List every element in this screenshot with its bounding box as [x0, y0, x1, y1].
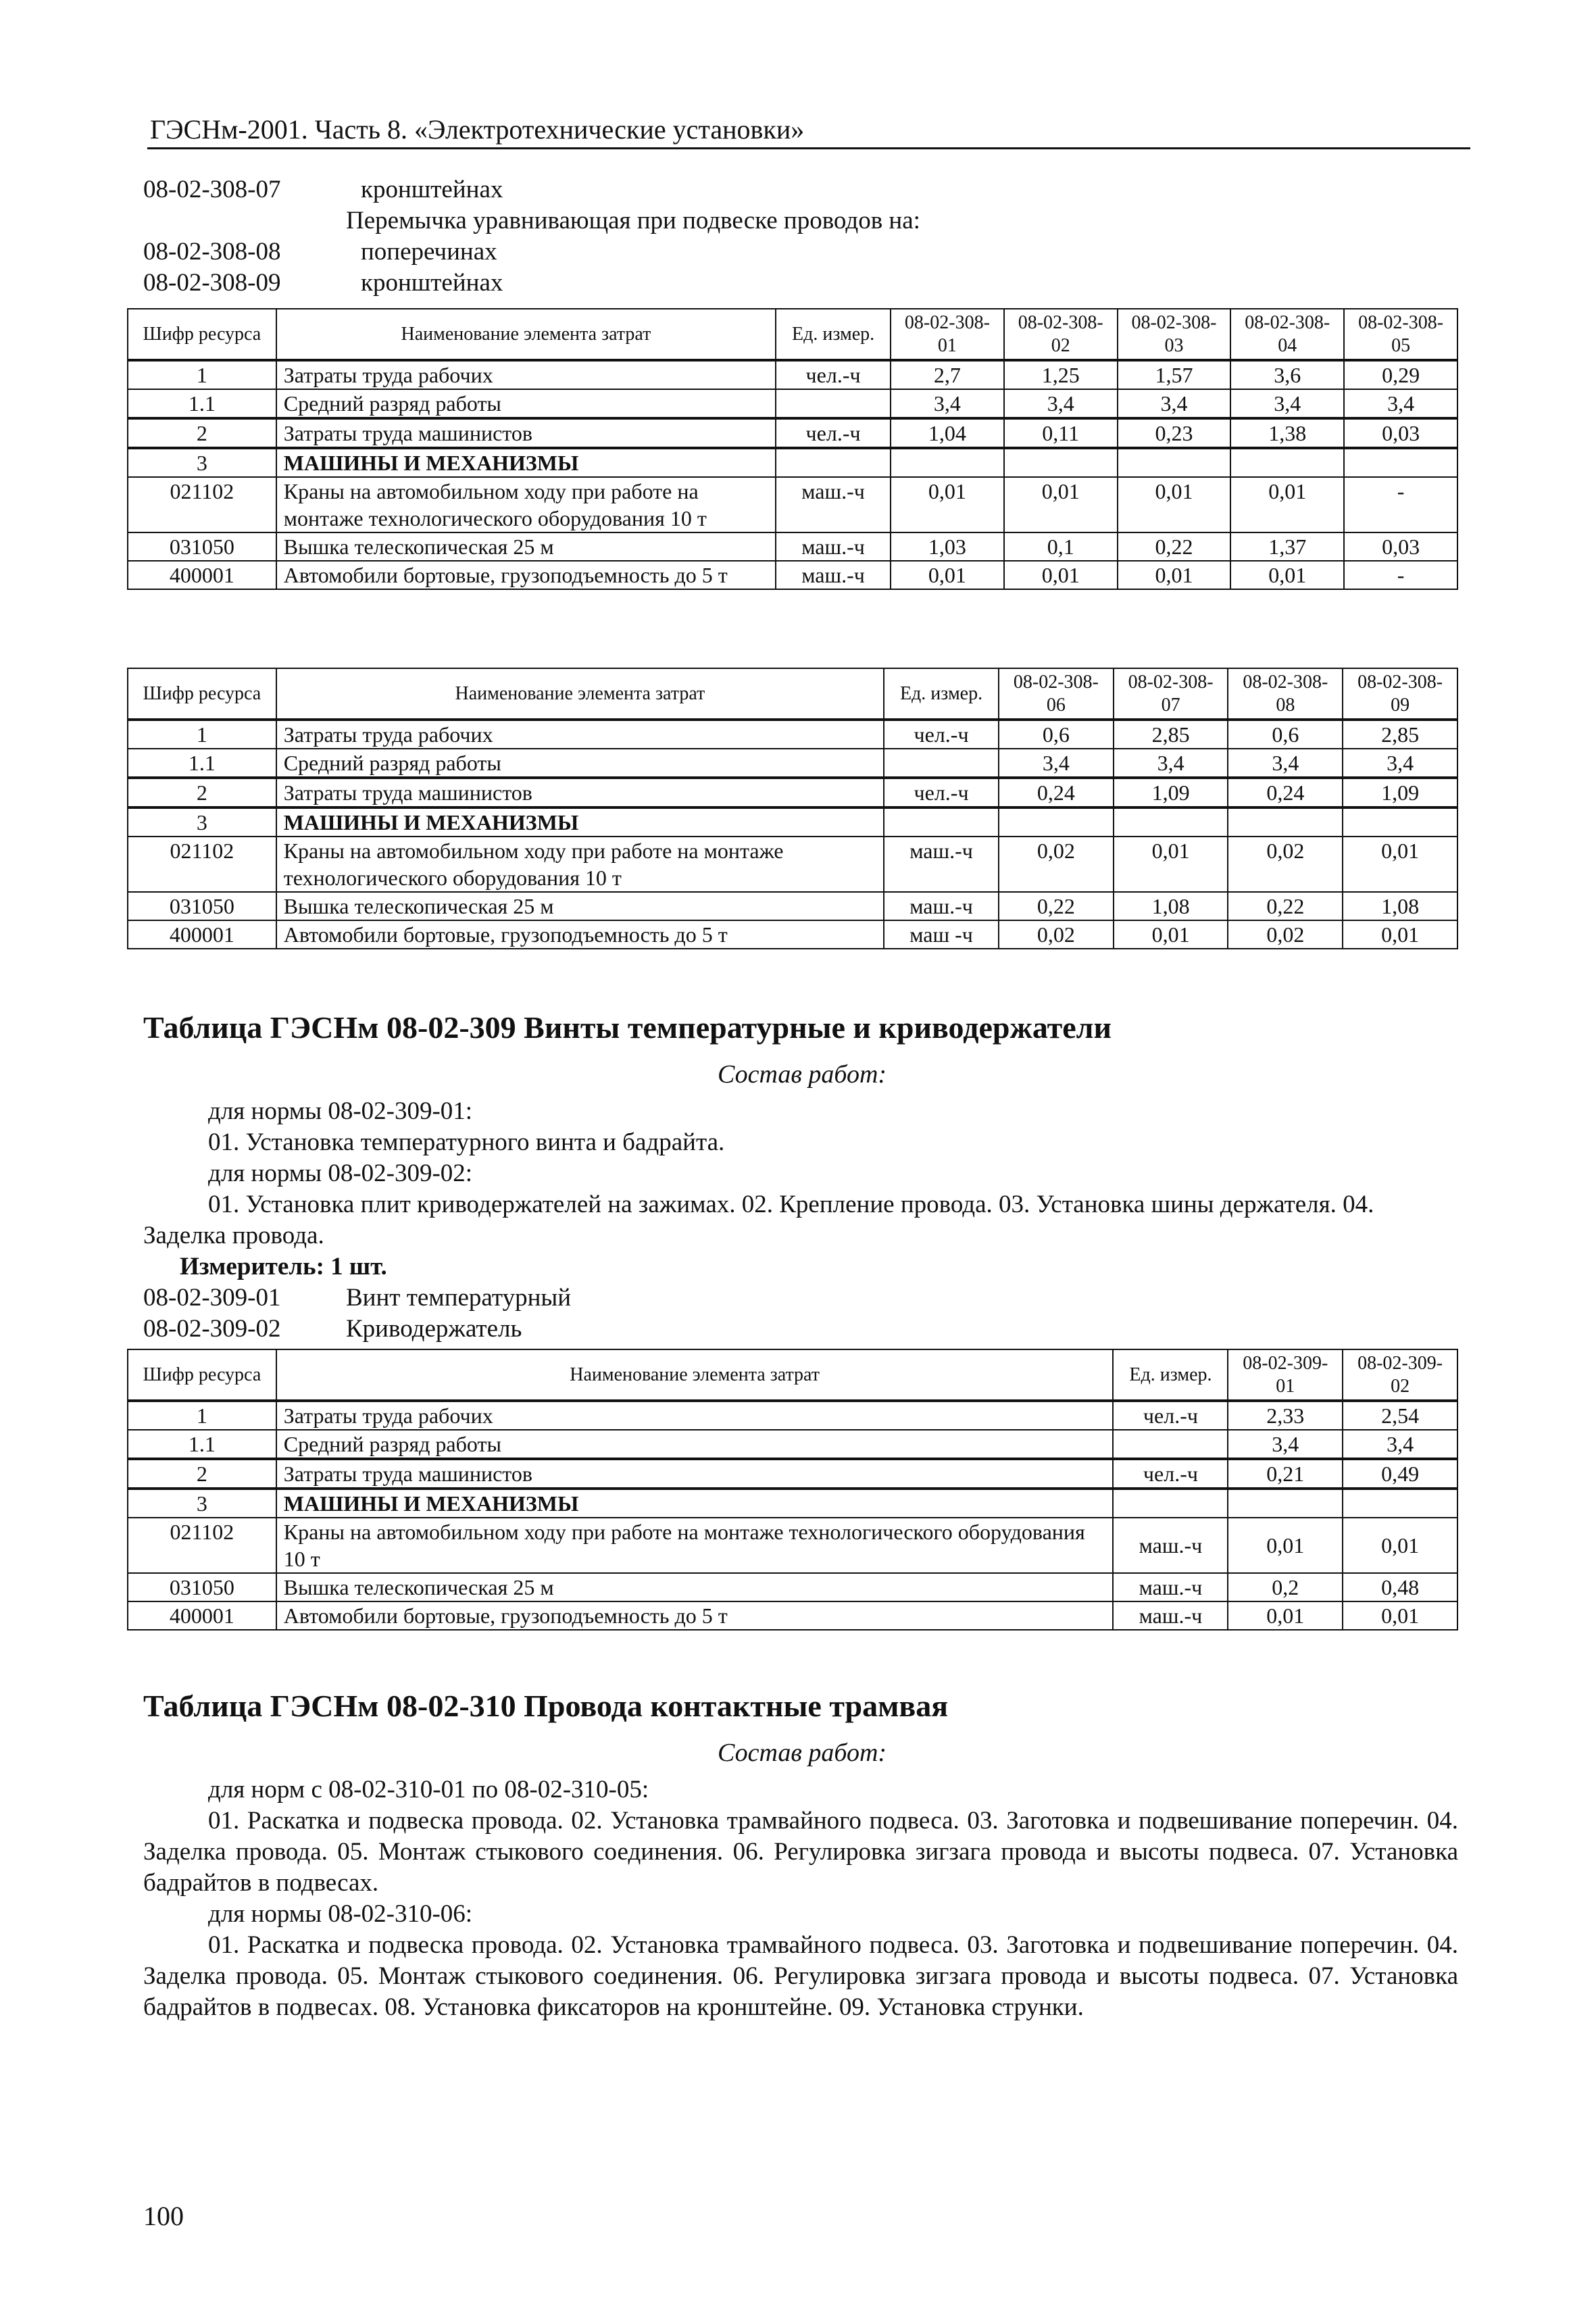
cell-code: 3	[128, 807, 276, 837]
cell-unit: маш.-ч	[1113, 1573, 1228, 1601]
cell-code: 2	[128, 778, 276, 807]
section-subtitle-310: Состав работ:	[718, 1739, 887, 1767]
cell-name: Автомобили бортовые, грузоподъемность до 5 т	[276, 561, 776, 589]
cell-value: 0,1	[1004, 532, 1118, 561]
cell-code: 2	[128, 418, 276, 448]
cell-value: 0,02	[1228, 837, 1343, 892]
cell-value	[1343, 807, 1457, 837]
cell-value: 2,85	[1343, 720, 1457, 749]
col-header-norm: 08-02-309-01	[1228, 1349, 1343, 1401]
cell-value	[1228, 807, 1343, 837]
table-row	[128, 837, 1457, 892]
cell-unit: маш.-ч	[1113, 1518, 1228, 1573]
cell-value: 3,4	[1343, 1430, 1457, 1459]
cell-code: 400001	[128, 920, 276, 949]
cell-value: 0,01	[1118, 561, 1231, 589]
cell-unit: чел.-ч	[776, 418, 891, 448]
cell-value: 3,6	[1230, 360, 1344, 389]
cell-value: 0,01	[1343, 1601, 1457, 1630]
cell-value: 0,01	[1004, 561, 1118, 589]
cell-code: 1.1	[128, 389, 276, 418]
cell-unit	[884, 749, 999, 778]
table-row	[128, 448, 1457, 477]
col-header-norm: 08-02-308-03	[1118, 309, 1231, 360]
cell-value: 1,09	[1343, 778, 1457, 807]
cell-value: 1,08	[1114, 892, 1228, 920]
intro-line	[143, 174, 920, 205]
cell-name: Средний разряд работы	[276, 1430, 1114, 1459]
cell-value: 3,4	[1004, 389, 1118, 418]
col-header-unit: Ед. измер.	[1113, 1349, 1228, 1401]
cell-code: 1.1	[128, 1430, 276, 1459]
col-header-name: Наименование элемента затрат	[276, 1349, 1114, 1401]
col-header-unit: Ед. измер.	[884, 668, 999, 720]
cell-name: Затраты труда рабочих	[276, 720, 884, 749]
intro-code: 08-02-308-09	[143, 269, 281, 297]
intro-line	[143, 205, 920, 237]
cell-code: 021102	[128, 1518, 276, 1573]
col-header-norm: 08-02-308-01	[891, 309, 1004, 360]
cell-value: 3,4	[999, 749, 1114, 778]
cell-value	[1230, 448, 1344, 477]
cell-value: 0,01	[891, 477, 1004, 532]
cell-value: 1,38	[1230, 418, 1344, 448]
cell-unit: чел.-ч	[884, 720, 999, 749]
cell-value: 0,22	[1228, 892, 1343, 920]
cell-value	[891, 448, 1004, 477]
cell-unit: чел.-ч	[776, 360, 891, 389]
cell-unit	[776, 448, 891, 477]
cell-value: 0,24	[999, 778, 1114, 807]
cell-value: 3,4	[1230, 389, 1344, 418]
cell-value: 0,03	[1344, 532, 1457, 561]
cell-unit: маш.-ч	[1113, 1601, 1228, 1630]
cell-unit: маш.-ч	[776, 532, 891, 561]
cell-name: Затраты труда рабочих	[276, 1401, 1114, 1430]
intro-text: кронштейнах	[361, 269, 503, 297]
cell-value: 2,85	[1114, 720, 1228, 749]
cell-value: 0,01	[1228, 1601, 1343, 1630]
norm-text: 01. Установка плит криводержателей на зажимах. 02. Крепление провода. 03. Установка шины держателя. 04. Заделка провода.	[143, 1191, 1374, 1249]
cell-value: 2,54	[1343, 1401, 1457, 1430]
cell-unit: чел.-ч	[884, 778, 999, 807]
cell-value: 0,6	[999, 720, 1114, 749]
cell-value: 3,4	[1344, 389, 1457, 418]
resource-table-308-1	[127, 308, 1458, 590]
cell-name: Вышка телескопическая 25 м	[276, 532, 776, 561]
table-row	[128, 749, 1457, 778]
cell-value: 2,33	[1228, 1401, 1343, 1430]
table-row	[128, 477, 1457, 532]
cell-value: 0,01	[1343, 920, 1457, 949]
intro-code: 08-02-308-08	[143, 238, 281, 266]
norm-label: для нормы 08-02-309-01:	[208, 1097, 473, 1125]
table-header-row	[128, 309, 1457, 360]
cell-value: 3,4	[1343, 749, 1457, 778]
col-header-name: Наименование элемента затрат	[276, 309, 776, 360]
cell-unit: маш.-ч	[776, 477, 891, 532]
cell-value: 0,01	[1343, 837, 1457, 892]
cell-section-heading: МАШИНЫ И МЕХАНИЗМЫ	[276, 1489, 1114, 1518]
cell-value: 0,02	[1228, 920, 1343, 949]
cell-value	[1228, 1489, 1343, 1518]
cell-value: 3,4	[1228, 1430, 1343, 1459]
table-header-row	[128, 668, 1457, 720]
section-title-309: Таблица ГЭСНм 08-02-309 Винты температурные и криводержатели	[143, 1010, 1112, 1045]
cell-value: 3,4	[1228, 749, 1343, 778]
cell-value: 0,01	[1343, 1518, 1457, 1573]
cell-value: 0,21	[1228, 1459, 1343, 1489]
cell-name: Краны на автомобильном ходу при работе на монтаже технологического оборудования 10 т	[276, 1518, 1114, 1573]
norm-label: для норм с 08-02-310-01 по 08-02-310-05:	[208, 1776, 649, 1803]
table-row	[128, 720, 1457, 749]
cell-value: 0,49	[1343, 1459, 1457, 1489]
cell-value: 0,6	[1228, 720, 1343, 749]
cell-value: 1,25	[1004, 360, 1118, 389]
cell-code: 1	[128, 1401, 276, 1430]
section-subtitle-309: Состав работ:	[718, 1060, 887, 1089]
page-number: 100	[143, 2201, 184, 2231]
cell-unit: маш.-ч	[884, 892, 999, 920]
cell-name: Затраты труда машинистов	[276, 418, 776, 448]
cell-unit	[1113, 1489, 1228, 1518]
cell-unit: маш.-ч	[776, 561, 891, 589]
cell-value: 0,01	[1230, 561, 1344, 589]
table-row	[128, 532, 1457, 561]
table-row	[128, 1518, 1457, 1573]
cell-value: 1,03	[891, 532, 1004, 561]
norm-code: 08-02-309-01	[143, 1284, 281, 1312]
cell-value	[1343, 1489, 1457, 1518]
intro-list	[143, 174, 920, 299]
cell-value: 1,04	[891, 418, 1004, 448]
cell-name: Средний разряд работы	[276, 749, 884, 778]
norm-code: 08-02-309-02	[143, 1315, 281, 1343]
section-body-309	[143, 1096, 1458, 1345]
cell-value	[999, 807, 1114, 837]
cell-value: 0,01	[1114, 837, 1228, 892]
cell-value	[1118, 448, 1231, 477]
norm-item	[143, 1314, 1458, 1345]
cell-value: 1,08	[1343, 892, 1457, 920]
norm-text: 01. Установка температурного винта и бадрайта.	[208, 1128, 725, 1156]
cell-value	[1344, 448, 1457, 477]
cell-section-heading: МАШИНЫ И МЕХАНИЗМЫ	[276, 448, 776, 477]
cell-name: Затраты труда рабочих	[276, 360, 776, 389]
col-header-norm: 08-02-308-05	[1344, 309, 1457, 360]
col-header-norm: 08-02-308-09	[1343, 668, 1457, 720]
norm-item-text: Винт температурный	[346, 1284, 572, 1312]
cell-code: 1.1	[128, 749, 276, 778]
cell-name: Краны на автомобильном ходу при работе на монтаже технологического оборудования 10 т	[276, 477, 776, 532]
cell-value: 0,01	[1230, 477, 1344, 532]
col-header-norm: 08-02-308-02	[1004, 309, 1118, 360]
col-header-norm: 08-02-308-08	[1228, 668, 1343, 720]
cell-code: 031050	[128, 892, 276, 920]
table-row	[128, 1430, 1457, 1459]
cell-value: 0,01	[1228, 1518, 1343, 1573]
cell-code: 400001	[128, 1601, 276, 1630]
cell-value: 1,57	[1118, 360, 1231, 389]
cell-code: 2	[128, 1459, 276, 1489]
cell-unit	[884, 807, 999, 837]
cell-unit: маш -ч	[884, 920, 999, 949]
cell-name: Автомобили бортовые, грузоподъемность до 5 т	[276, 920, 884, 949]
intro-text: Перемычка уравнивающая при подвеске проводов на:	[346, 207, 920, 234]
table-row	[128, 561, 1457, 589]
table-row	[128, 1601, 1457, 1630]
header-divider	[147, 147, 1470, 149]
cell-value: 0,29	[1344, 360, 1457, 389]
cell-unit: чел.-ч	[1113, 1401, 1228, 1430]
cell-value: 0,22	[999, 892, 1114, 920]
resource-table-308-2	[127, 668, 1458, 949]
cell-value: -	[1344, 477, 1457, 532]
intro-code: 08-02-308-07	[143, 176, 281, 203]
cell-value: 0,11	[1004, 418, 1118, 448]
cell-code: 400001	[128, 561, 276, 589]
cell-code: 1	[128, 360, 276, 389]
resource-table-309	[127, 1349, 1458, 1631]
cell-name: Средний разряд работы	[276, 389, 776, 418]
table-row	[128, 389, 1457, 418]
cell-value: 0,01	[1114, 920, 1228, 949]
measure-label: Измеритель: 1 шт.	[180, 1253, 387, 1280]
intro-text: кронштейнах	[361, 176, 503, 203]
cell-value: 2,7	[891, 360, 1004, 389]
cell-value: -	[1344, 561, 1457, 589]
cell-unit: чел.-ч	[1113, 1459, 1228, 1489]
section-title-310: Таблица ГЭСНм 08-02-310 Провода контактные трамвая	[143, 1689, 949, 1723]
norm-text: 01. Раскатка и подвеска провода. 02. Установка трамвайного подвеса. 03. Заготовка и подвешивание поперечин. 04. Заделка провода. 05. Монтаж стыкового соединения. 06. Регулировка зигзага провода и высоты подвеса. 07. Установка бадрайтов в подвесах.	[143, 1807, 1458, 1897]
intro-line	[143, 237, 920, 268]
cell-name: Вышка телескопическая 25 м	[276, 892, 884, 920]
cell-name: Затраты труда машинистов	[276, 778, 884, 807]
norm-item	[143, 1283, 1458, 1314]
cell-value: 0,22	[1118, 532, 1231, 561]
col-header-unit: Ед. измер.	[776, 309, 891, 360]
norm-label: для нормы 08-02-309-02:	[208, 1160, 473, 1187]
col-header-name: Наименование элемента затрат	[276, 668, 884, 720]
cell-value: 0,01	[891, 561, 1004, 589]
table-row	[128, 1401, 1457, 1430]
cell-value: 0,24	[1228, 778, 1343, 807]
cell-value	[1114, 807, 1228, 837]
cell-section-heading: МАШИНЫ И МЕХАНИЗМЫ	[276, 807, 884, 837]
intro-line	[143, 268, 920, 299]
cell-code: 031050	[128, 532, 276, 561]
table-row	[128, 920, 1457, 949]
cell-value: 0,02	[999, 837, 1114, 892]
cell-code: 021102	[128, 837, 276, 892]
cell-code: 021102	[128, 477, 276, 532]
cell-value: 0,01	[1004, 477, 1118, 532]
cell-value: 1,09	[1114, 778, 1228, 807]
cell-code: 1	[128, 720, 276, 749]
table-row	[128, 360, 1457, 389]
cell-value: 0,01	[1118, 477, 1231, 532]
table-row	[128, 1459, 1457, 1489]
cell-code: 3	[128, 1489, 276, 1518]
cell-name: Автомобили бортовые, грузоподъемность до 5 т	[276, 1601, 1114, 1630]
page-header-title: ГЭСНм-2001. Часть 8. «Электротехнические установки»	[150, 114, 805, 145]
col-header-code: Шифр ресурса	[128, 1349, 276, 1401]
cell-name: Краны на автомобильном ходу при работе на монтаже технологического оборудования 10 т	[276, 837, 884, 892]
cell-value: 0,48	[1343, 1573, 1457, 1601]
table-row	[128, 1573, 1457, 1601]
col-header-norm: 08-02-308-06	[999, 668, 1114, 720]
cell-value: 0,03	[1344, 418, 1457, 448]
section-body-310	[143, 1774, 1458, 2023]
col-header-code: Шифр ресурса	[128, 668, 276, 720]
cell-value: 0,02	[999, 920, 1114, 949]
norm-item-text: Криводержатель	[346, 1315, 522, 1343]
table-row	[128, 418, 1457, 448]
cell-code: 3	[128, 448, 276, 477]
cell-unit	[776, 389, 891, 418]
intro-text: поперечинах	[361, 238, 497, 266]
table-row	[128, 807, 1457, 837]
cell-name: Затраты труда машинистов	[276, 1459, 1114, 1489]
cell-value: 3,4	[1114, 749, 1228, 778]
table-header-row	[128, 1349, 1457, 1401]
cell-unit: маш.-ч	[884, 837, 999, 892]
cell-code: 031050	[128, 1573, 276, 1601]
table-row	[128, 1489, 1457, 1518]
table-row	[128, 892, 1457, 920]
cell-value	[1004, 448, 1118, 477]
col-header-norm: 08-02-308-07	[1114, 668, 1228, 720]
cell-value: 3,4	[1118, 389, 1231, 418]
cell-unit	[1113, 1430, 1228, 1459]
norm-label: для нормы 08-02-310-06:	[208, 1900, 473, 1928]
col-header-code: Шифр ресурса	[128, 309, 276, 360]
cell-value: 3,4	[891, 389, 1004, 418]
cell-value: 0,23	[1118, 418, 1231, 448]
col-header-norm: 08-02-308-04	[1230, 309, 1344, 360]
norm-text: 01. Раскатка и подвеска провода. 02. Установка трамвайного подвеса. 03. Заготовка и подвешивание поперечин. 04. Заделка провода. 05. Монтаж стыкового соединения. 06. Регулировка зигзага провода и высоты подвеса. 07. Установка бадрайтов в подвесах. 08. Установка фиксаторов на кронштейне. 09. Установка струнки.	[143, 1931, 1458, 2021]
cell-value: 1,37	[1230, 532, 1344, 561]
col-header-norm: 08-02-309-02	[1343, 1349, 1457, 1401]
cell-value: 0,2	[1228, 1573, 1343, 1601]
table-row	[128, 778, 1457, 807]
cell-name: Вышка телескопическая 25 м	[276, 1573, 1114, 1601]
